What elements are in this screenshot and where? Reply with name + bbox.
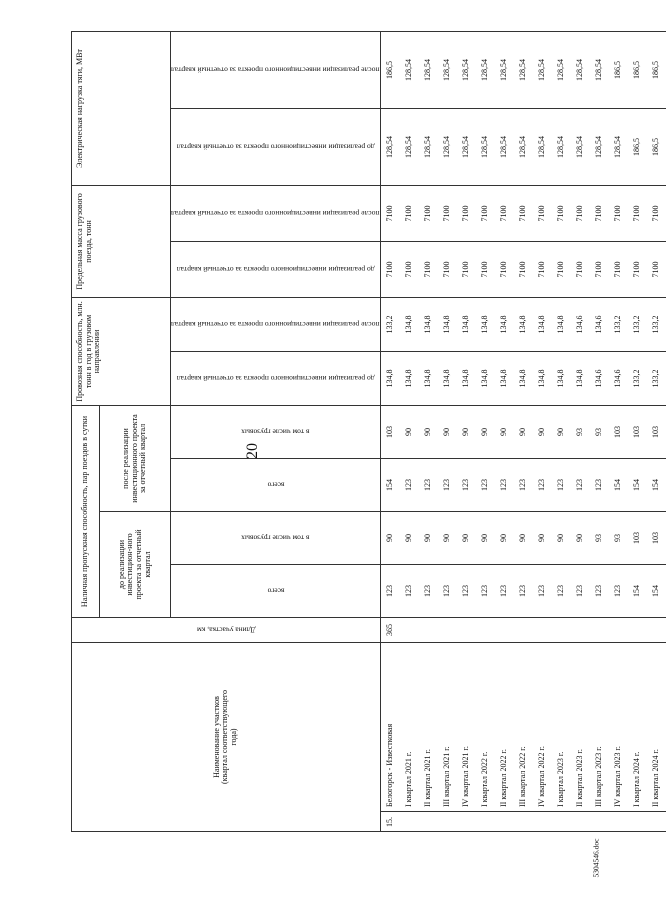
row-value: 123 <box>419 565 438 618</box>
row-value: 7100 <box>495 185 514 241</box>
row-value: 128,54 <box>419 108 438 185</box>
row-length <box>628 618 647 643</box>
table-row <box>609 31 628 831</box>
row-value: 7100 <box>590 185 609 241</box>
row-value: 7100 <box>438 185 457 241</box>
row-name: I квартал 2023 г. <box>552 643 571 812</box>
row-value: 90 <box>400 405 419 458</box>
row-value: 123 <box>495 459 514 512</box>
row-value: 186,5 <box>609 31 628 108</box>
row-value: 90 <box>419 512 438 565</box>
row-value: 134,8 <box>457 297 476 351</box>
table-body <box>380 31 666 831</box>
row-value: 123 <box>514 565 533 618</box>
row-value: 90 <box>438 405 457 458</box>
row-value: 7100 <box>380 185 400 241</box>
row-value: 154 <box>647 459 666 512</box>
row-value: 123 <box>590 565 609 618</box>
row-value: 134,8 <box>552 351 571 405</box>
row-value: 7100 <box>552 185 571 241</box>
row-value: 128,54 <box>514 31 533 108</box>
row-value: 93 <box>590 512 609 565</box>
row-value: 123 <box>514 459 533 512</box>
header-name: Наименование участков (квартал соответствующего года) <box>72 643 381 832</box>
row-value: 103 <box>628 405 647 458</box>
row-value: 90 <box>419 405 438 458</box>
row-value: 133,2 <box>647 351 666 405</box>
row-length <box>533 618 552 643</box>
row-value: 123 <box>457 565 476 618</box>
row-value: 128,54 <box>476 108 495 185</box>
header-before: до реализации инвестицион-ного проекта за отчетный квартал <box>100 512 171 618</box>
row-value: 7100 <box>533 185 552 241</box>
row-value: 128,54 <box>571 31 590 108</box>
row-value: 7100 <box>457 185 476 241</box>
header-freight-after: после реализации инвестиционного проекта за отчетный квартал <box>171 297 381 351</box>
row-value: 90 <box>438 512 457 565</box>
header-total-1: всего <box>171 565 381 618</box>
row-value: 90 <box>476 405 495 458</box>
row-value: 123 <box>495 565 514 618</box>
row-value: 128,54 <box>438 31 457 108</box>
row-value: 134,8 <box>514 297 533 351</box>
row-number <box>609 812 628 832</box>
row-value: 154 <box>647 565 666 618</box>
header-length: Длина участка, км <box>72 618 381 643</box>
row-value: 128,54 <box>419 31 438 108</box>
row-value: 133,2 <box>647 297 666 351</box>
table-row <box>514 31 533 831</box>
row-value: 7100 <box>609 241 628 297</box>
row-name: II квартал 2022 г. <box>495 643 514 812</box>
row-name: IV квартал 2023 г. <box>609 643 628 812</box>
row-number <box>647 812 666 832</box>
table-row <box>419 31 438 831</box>
row-value: 123 <box>380 565 400 618</box>
row-length <box>609 618 628 643</box>
row-length <box>647 618 666 643</box>
row-value: 134,8 <box>438 351 457 405</box>
row-value: 128,54 <box>457 108 476 185</box>
row-value: 90 <box>476 512 495 565</box>
row-length: 365 <box>380 618 400 643</box>
row-value: 7100 <box>457 241 476 297</box>
table-row <box>590 31 609 831</box>
row-length <box>552 618 571 643</box>
row-value: 128,54 <box>438 108 457 185</box>
table-row <box>533 31 552 831</box>
header-mass-before: до реализации инвестиционного проекта за отчетный квартал <box>171 241 381 297</box>
row-length <box>514 618 533 643</box>
row-value: 90 <box>514 405 533 458</box>
header-power-before: до реализации инвестиционного проекта за отчетный квартал <box>171 108 381 185</box>
table-row <box>552 31 571 831</box>
row-value: 7100 <box>609 185 628 241</box>
row-value: 128,54 <box>380 108 400 185</box>
row-value: 134,6 <box>571 297 590 351</box>
row-value: 90 <box>514 512 533 565</box>
row-name: III квартал 2022 г. <box>514 643 533 812</box>
row-value: 128,54 <box>609 108 628 185</box>
row-number <box>457 812 476 832</box>
row-value: 123 <box>552 565 571 618</box>
row-value: 134,8 <box>533 351 552 405</box>
table-row <box>380 31 400 831</box>
capacity-table <box>71 31 666 832</box>
header-mass-after: после реализации инвестиционного проекта за отчетный квартал <box>171 185 381 241</box>
row-value: 123 <box>590 459 609 512</box>
row-value: 90 <box>495 405 514 458</box>
row-value: 7100 <box>514 241 533 297</box>
header-incl-freight-2: в том числе грузовых <box>171 405 381 458</box>
row-name: IV квартал 2022 г. <box>533 643 552 812</box>
row-length <box>438 618 457 643</box>
row-length <box>419 618 438 643</box>
row-number <box>400 812 419 832</box>
row-value: 128,54 <box>457 31 476 108</box>
row-value: 7100 <box>514 185 533 241</box>
row-number <box>628 812 647 832</box>
row-length <box>400 618 419 643</box>
row-number <box>571 812 590 832</box>
header-power-after: после реализации инвестиционного проекта за отчетный квартал <box>171 31 381 108</box>
row-value: 90 <box>552 512 571 565</box>
row-value: 123 <box>571 459 590 512</box>
row-value: 134,8 <box>419 351 438 405</box>
row-value: 128,54 <box>495 31 514 108</box>
row-value: 154 <box>628 459 647 512</box>
row-number <box>495 812 514 832</box>
table-row <box>628 31 647 831</box>
row-length <box>457 618 476 643</box>
row-number <box>476 812 495 832</box>
row-name: I квартал 2021 г. <box>400 643 419 812</box>
row-value: 123 <box>457 459 476 512</box>
row-name: IV квартал 2021 г. <box>457 643 476 812</box>
page-number: 20 <box>244 443 261 459</box>
row-value: 90 <box>533 405 552 458</box>
row-value: 128,54 <box>400 108 419 185</box>
row-value: 128,54 <box>495 108 514 185</box>
rotated-table-wrapper <box>71 32 660 832</box>
header-capacity-freight: Провозная способность, млн. тонн в год в грузовом направлении <box>72 297 171 405</box>
row-value: 93 <box>590 405 609 458</box>
row-name: Белогорск - Известковая <box>380 643 400 812</box>
row-value: 133,2 <box>380 297 400 351</box>
row-value: 134,8 <box>514 351 533 405</box>
row-value: 123 <box>571 565 590 618</box>
row-value: 128,54 <box>400 31 419 108</box>
row-number <box>438 812 457 832</box>
row-value: 93 <box>571 405 590 458</box>
row-name: III квартал 2021 г. <box>438 643 457 812</box>
row-value: 134,8 <box>457 351 476 405</box>
table-row <box>476 31 495 831</box>
row-value: 7100 <box>476 185 495 241</box>
row-value: 90 <box>533 512 552 565</box>
row-value: 128,54 <box>533 31 552 108</box>
row-value: 7100 <box>476 241 495 297</box>
row-value: 128,54 <box>590 108 609 185</box>
row-value: 134,8 <box>552 297 571 351</box>
row-value: 7100 <box>571 185 590 241</box>
row-value: 123 <box>400 565 419 618</box>
row-length <box>571 618 590 643</box>
row-value: 128,54 <box>552 31 571 108</box>
header-capacity-trains: Наличная пропускная способность, пар поездов в сутки <box>72 405 100 617</box>
document-id: 5304546.doc <box>591 838 601 878</box>
row-value: 128,54 <box>533 108 552 185</box>
row-value: 128,54 <box>552 108 571 185</box>
row-value: 7100 <box>571 241 590 297</box>
row-value: 90 <box>457 405 476 458</box>
row-value: 186,5 <box>628 31 647 108</box>
row-value: 133,2 <box>628 351 647 405</box>
header-power-load: Электрическая нагрузка тяги, МВт <box>72 31 171 185</box>
row-value: 7100 <box>400 241 419 297</box>
row-value: 123 <box>533 565 552 618</box>
row-value: 134,6 <box>590 351 609 405</box>
row-value: 7100 <box>380 241 400 297</box>
row-value: 128,54 <box>590 31 609 108</box>
row-value: 133,2 <box>628 297 647 351</box>
row-value: 186,5 <box>647 31 666 108</box>
row-value: 134,6 <box>609 351 628 405</box>
row-value: 90 <box>400 512 419 565</box>
row-value: 154 <box>609 459 628 512</box>
header-incl-freight-1: в том числе грузовых <box>171 512 381 565</box>
row-value: 123 <box>419 459 438 512</box>
row-value: 7100 <box>628 185 647 241</box>
table-row <box>438 31 457 831</box>
row-value: 7100 <box>400 185 419 241</box>
row-name: II квартал 2024 г. <box>647 643 666 812</box>
row-value: 123 <box>533 459 552 512</box>
row-value: 7100 <box>419 185 438 241</box>
row-value: 134,6 <box>590 297 609 351</box>
row-value: 90 <box>457 512 476 565</box>
row-value: 7100 <box>590 241 609 297</box>
row-value: 128,54 <box>476 31 495 108</box>
row-value: 186,5 <box>647 108 666 185</box>
row-length <box>495 618 514 643</box>
row-value: 123 <box>476 459 495 512</box>
row-number <box>552 812 571 832</box>
header-total-2: всего <box>171 459 381 512</box>
row-value: 134,8 <box>400 297 419 351</box>
header-freight-before: до реализации инвестиционного проекта за отчетный квартал <box>171 351 381 405</box>
row-length <box>476 618 495 643</box>
row-value: 154 <box>628 565 647 618</box>
row-number <box>533 812 552 832</box>
row-value: 128,54 <box>514 108 533 185</box>
table-row <box>400 31 419 831</box>
row-length <box>590 618 609 643</box>
table-row <box>495 31 514 831</box>
row-value: 128,54 <box>571 108 590 185</box>
row-value: 103 <box>380 405 400 458</box>
row-value: 7100 <box>419 241 438 297</box>
row-name: II квартал 2021 г. <box>419 643 438 812</box>
row-value: 134,8 <box>571 351 590 405</box>
row-value: 7100 <box>647 185 666 241</box>
row-name: III квартал 2023 г. <box>590 643 609 812</box>
row-value: 123 <box>438 565 457 618</box>
row-name: II квартал 2023 г. <box>571 643 590 812</box>
row-value: 133,2 <box>609 297 628 351</box>
row-value: 103 <box>647 405 666 458</box>
row-value: 186,5 <box>380 31 400 108</box>
row-value: 123 <box>552 459 571 512</box>
row-value: 7100 <box>628 241 647 297</box>
header-after: после реализации инвестиционного проекта за отчетный квартал <box>100 405 171 511</box>
row-value: 7100 <box>438 241 457 297</box>
row-number <box>514 812 533 832</box>
row-number <box>590 812 609 832</box>
row-value: 103 <box>628 512 647 565</box>
row-value: 134,8 <box>476 351 495 405</box>
row-value: 7100 <box>647 241 666 297</box>
row-value: 134,8 <box>533 297 552 351</box>
row-value: 93 <box>609 512 628 565</box>
row-value: 134,8 <box>380 351 400 405</box>
row-value: 90 <box>495 512 514 565</box>
row-value: 90 <box>571 512 590 565</box>
row-value: 154 <box>380 459 400 512</box>
table-row <box>647 31 666 831</box>
row-value: 123 <box>476 565 495 618</box>
row-value: 134,8 <box>495 297 514 351</box>
row-value: 123 <box>400 459 419 512</box>
row-value: 134,8 <box>419 297 438 351</box>
row-value: 7100 <box>495 241 514 297</box>
row-value: 186,5 <box>628 108 647 185</box>
row-value: 123 <box>438 459 457 512</box>
row-value: 103 <box>647 512 666 565</box>
row-number <box>419 812 438 832</box>
row-name: I квартал 2024 г. <box>628 643 647 812</box>
table-row <box>457 31 476 831</box>
row-number: 15. <box>380 812 400 832</box>
row-value: 7100 <box>533 241 552 297</box>
row-value: 134,8 <box>495 351 514 405</box>
row-value: 90 <box>380 512 400 565</box>
row-name: I квартал 2022 г. <box>476 643 495 812</box>
table-row <box>571 31 590 831</box>
row-value: 134,8 <box>400 351 419 405</box>
row-value: 7100 <box>552 241 571 297</box>
row-value: 134,8 <box>438 297 457 351</box>
row-value: 134,8 <box>476 297 495 351</box>
header-train-mass: Предельная масса грузового поезда, тонн <box>72 185 171 297</box>
row-value: 123 <box>609 565 628 618</box>
row-value: 90 <box>552 405 571 458</box>
row-value: 103 <box>609 405 628 458</box>
